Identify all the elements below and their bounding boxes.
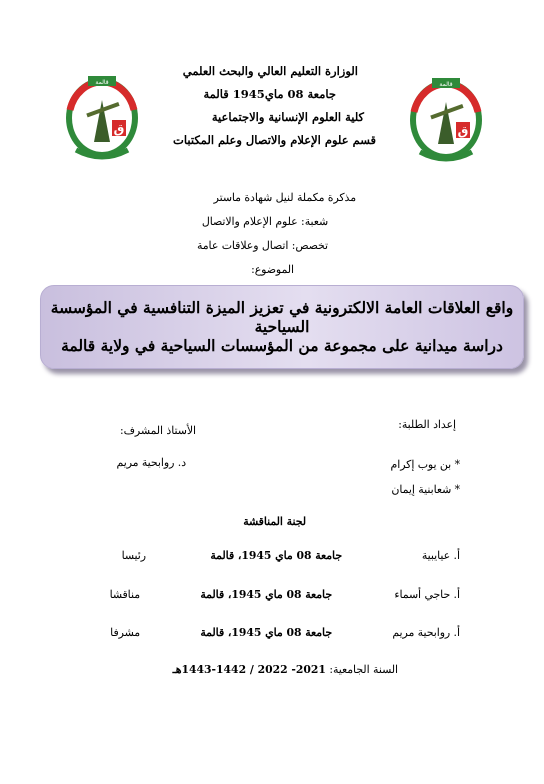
committee-member-role: رئيسا (121, 549, 146, 562)
university-logo-right (406, 72, 486, 164)
university-name: جامعة 08 ماي1945 قالمة (203, 87, 336, 101)
committee-member-role: مناقشا (109, 588, 140, 601)
academic-year-label: السنة الجامعية: (329, 663, 398, 676)
student-name: * بن يوب إكرام (390, 458, 460, 471)
faculty-name: كلية العلوم الإنسانية والاجتماعية (211, 110, 364, 124)
ministry-name: الوزارة التعليم العالي والبحث العلمي (182, 64, 358, 78)
svg-text:قالمة: قالمة (95, 79, 109, 86)
thesis-title-box (40, 285, 524, 369)
department-name: قسم علوم الإعلام والاتصال وعلم المكتبات (173, 133, 376, 147)
svg-text:ق: ق (457, 124, 469, 138)
supervisor-label: الأستاذ المشرف: (120, 424, 196, 437)
bullet: * (454, 483, 460, 496)
subject-label: الموضوع: (251, 263, 294, 276)
supervisor-name: د. روابحية مريم (116, 456, 186, 469)
committee-label: لجنة المناقشة (243, 515, 306, 528)
memo-degree: مذكرة مكملة لنيل شهادة ماستر (213, 191, 356, 204)
memo-branch: شعبة: علوم الإعلام والاتصال (201, 215, 328, 228)
university-logo-left (62, 70, 142, 162)
committee-member-name: أ. عيايبية (421, 549, 460, 562)
thesis-title: واقع العلاقات العامة الالكترونية في تعزيز الميزة التنافسية في المؤسسة السياحية (50, 298, 514, 336)
committee-member-name: أ. روابحية مريم (392, 626, 460, 639)
committee-member-role: مشرفا (110, 626, 140, 639)
committee-member-name: أ. حاجي أسماء (394, 588, 460, 601)
thesis-subtitle: دراسة ميدانية على مجموعة من المؤسسات السياحية في ولاية قالمة (61, 336, 503, 355)
academic-year (173, 663, 398, 676)
academic-year-value: 2021- 2022 / 1442-1443هـ (172, 663, 326, 676)
student-name: * شعابنية إيمان (391, 483, 460, 496)
students-label: إعداد الطلبة: (398, 418, 456, 431)
committee-member-institution: جامعة 08 ماي 1945، قالمة (200, 588, 332, 601)
svg-text:قالمة: قالمة (439, 81, 453, 88)
committee-member-institution: جامعة 08 ماي 1945، قالمة (210, 549, 342, 562)
committee-member-institution: جامعة 08 ماي 1945، قالمة (200, 626, 332, 639)
svg-text:ق: ق (113, 122, 125, 136)
memo-specialty: تخصص: اتصال وعلاقات عامة (196, 239, 328, 252)
bullet: * (454, 458, 460, 471)
